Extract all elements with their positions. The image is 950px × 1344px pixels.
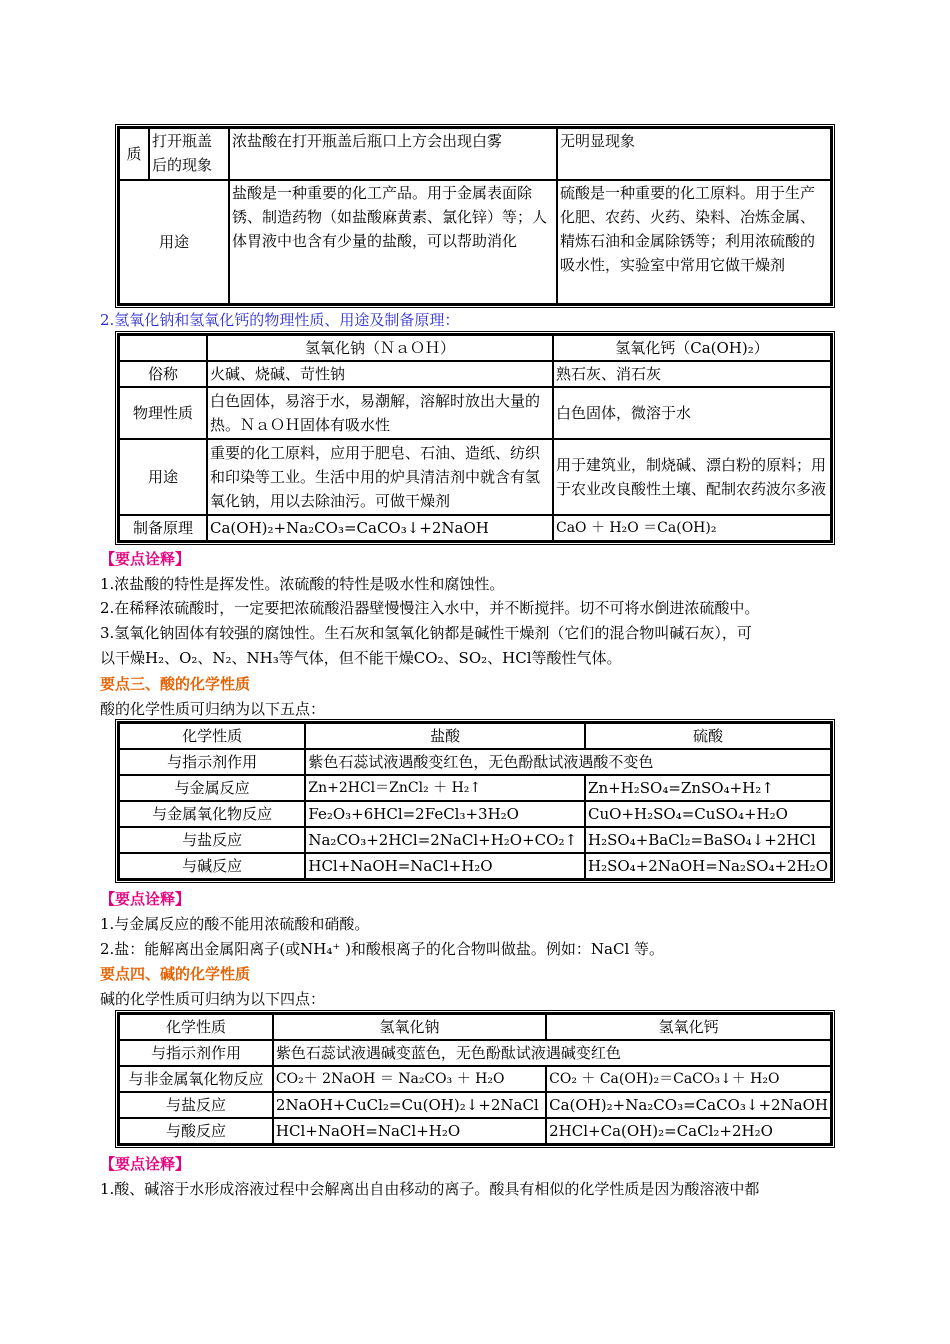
table3-cell: HCl+NaOH=NaCl+H₂O	[305, 853, 585, 879]
acid-chemical-properties-table	[117, 721, 833, 881]
table1-cell: 打开瓶盖后的现象	[149, 128, 229, 180]
table3-cell: H₂SO₄+BaCl₂=BaSO₄↓+2HCl	[585, 827, 831, 853]
note-line: 2.盐：能解离出金属阳离子(或NH₄⁺ )和酸根离子的化合物叫做盐。例如：NaCl 等。	[100, 940, 665, 958]
table4-cell: 紫色石蕊试液遇碱变蓝色，无色酚酞试液遇碱变红色	[273, 1040, 831, 1066]
note-line: 1.酸、碱溶于水形成溶液过程中会解离出自由移动的离子。酸具有相似的化学性质是因为酸溶液中都	[100, 1180, 760, 1198]
table1-cell: 硫酸是一种重要的化工原料。用于生产化肥、农药、火药、染料、冶炼金属、精炼石油和金属除锈等；利用浓硫酸的吸水性，实验室中常用它做干燥剂	[557, 180, 831, 304]
table2-cell: 用于建筑业，制烧碱、漂白粉的原料；用于农业改良酸性土壤、配制农药波尔多液	[553, 439, 831, 515]
table4-cell: 与指示剂作用	[119, 1040, 273, 1066]
table3-header-cell: 盐酸	[305, 723, 585, 749]
table4-cell: 与非金属氧化物反应	[119, 1066, 273, 1092]
acid-properties-table-continued	[117, 126, 833, 306]
table3-cell: 与金属反应	[119, 775, 305, 801]
table2-cell: CaO ＋ H₂O ＝Ca(OH)₂	[553, 515, 831, 541]
table2-header-cell: 氢氧化钙（Ca(OH)₂）	[553, 335, 831, 361]
table3-cell: Fe₂O₃+6HCl=2FeCl₃+3H₂O	[305, 801, 585, 827]
table2-header-cell: 氢氧化钠（ＮａＯＨ）	[207, 335, 553, 361]
table2-cell: 火碱、烧碱、苛性钠	[207, 361, 553, 387]
note-line: 以干燥H₂、O₂、N₂、NH₃等气体，但不能干燥CO₂、SO₂、HCl等酸性气体。	[100, 649, 622, 667]
table3-cell: 与金属氧化物反应	[119, 801, 305, 827]
table1-cell: 质	[119, 128, 149, 180]
section-title: 要点四、碱的化学性质	[100, 965, 251, 983]
table3-header-cell: 化学性质	[119, 723, 305, 749]
table4-cell: HCl+NaOH=NaCl+H₂O	[273, 1118, 546, 1144]
table4-cell: 与盐反应	[119, 1092, 273, 1118]
table2-cell: 白色固体，易溶于水，易潮解，溶解时放出大量的热。ＮａＯＨ固体有吸水性	[207, 387, 553, 439]
table4-cell: 与酸反应	[119, 1118, 273, 1144]
table1-cell: 盐酸是一种重要的化工产品。用于金属表面除锈、制造药物（如盐酸麻黄素、氯化锌）等；人体胃液中也含有少量的盐酸，可以帮助消化	[229, 180, 557, 304]
table3-cell: CuO+H₂SO₄=CuSO₄+H₂O	[585, 801, 831, 827]
table4-header-cell: 氢氧化钙	[546, 1014, 831, 1040]
table2-cell: 物理性质	[119, 387, 207, 439]
table1-cell: 无明显现象	[557, 128, 831, 180]
table3-header-cell: 硫酸	[585, 723, 831, 749]
table2-cell: 重要的化工原料，应用于肥皂、石油、造纸、纺织和印染等工业。生活中用的炉具清洁剂中就含有氢氧化钠，用以去除油污。可做干燥剂	[207, 439, 553, 515]
note-title: 【要点诠释】	[100, 550, 191, 568]
table2-cell: 俗称	[119, 361, 207, 387]
table3-cell: 与指示剂作用	[119, 749, 305, 775]
note-line: 1.与金属反应的酸不能用浓硫酸和硝酸。	[100, 915, 370, 933]
table4-cell: Ca(OH)₂+Na₂CO₃=CaCO₃↓+2NaOH	[546, 1092, 831, 1118]
table3-cell: H₂SO₄+2NaOH=Na₂SO₄+2H₂O	[585, 853, 831, 879]
table4-cell: CO₂＋ 2NaOH ＝ Na₂CO₃ ＋ H₂O	[273, 1066, 546, 1092]
note-line: 1.浓盐酸的特性是挥发性。浓硫酸的特性是吸水性和腐蚀性。	[100, 575, 505, 593]
table4-cell: CO₂ ＋ Ca(OH)₂＝CaCO₃↓＋ H₂O	[546, 1066, 831, 1092]
table2-cell: Ca(OH)₂+Na₂CO₃=CaCO₃↓+2NaOH	[207, 515, 553, 541]
table2-cell: 制备原理	[119, 515, 207, 541]
table4-header-cell: 化学性质	[119, 1014, 273, 1040]
section-intro: 酸的化学性质可归纳为以下五点：	[100, 700, 326, 718]
table2-cell: 白色固体，微溶于水	[553, 387, 831, 439]
base-chemical-properties-table	[117, 1012, 833, 1146]
section-intro: 碱的化学性质可归纳为以下四点：	[100, 990, 326, 1008]
table4-cell: 2HCl+Ca(OH)₂=CaCl₂+2H₂O	[546, 1118, 831, 1144]
table1-cell: 用途	[119, 180, 229, 304]
table2-cell: 用途	[119, 439, 207, 515]
section-title: 要点三、酸的化学性质	[100, 675, 251, 693]
note-title: 【要点诠释】	[100, 1155, 191, 1173]
table3-cell: Na₂CO₃+2HCl=2NaCl+H₂O+CO₂↑	[305, 827, 585, 853]
table2-cell: 熟石灰、消石灰	[553, 361, 831, 387]
table3-cell: Zn+2HCl＝ZnCl₂ ＋ H₂↑	[305, 775, 585, 801]
section-heading-2: 2.氢氧化钠和氢氧化钙的物理性质、用途及制备原理：	[100, 311, 460, 329]
table3-cell: 紫色石蕊试液遇酸变红色，无色酚酞试液遇酸不变色	[305, 749, 831, 775]
table1-cell: 浓盐酸在打开瓶盖后瓶口上方会出现白雾	[229, 128, 557, 180]
table3-cell: 与碱反应	[119, 853, 305, 879]
table2-header-cell	[119, 335, 207, 361]
hydroxide-properties-table	[117, 333, 833, 543]
table4-cell: 2NaOH+CuCl₂=Cu(OH)₂↓+2NaCl	[273, 1092, 546, 1118]
table3-cell: 与盐反应	[119, 827, 305, 853]
table3-cell: Zn+H₂SO₄=ZnSO₄+H₂↑	[585, 775, 831, 801]
note-title: 【要点诠释】	[100, 890, 191, 908]
note-line: 2.在稀释浓硫酸时，一定要把浓硫酸沿器壁慢慢注入水中，并不断搅拌。切不可将水倒进浓硫酸中。	[100, 599, 760, 617]
note-line: 3.氢氧化钠固体有较强的腐蚀性。生石灰和氢氧化钠都是碱性干燥剂（它们的混合物叫碱石灰），可	[100, 624, 752, 642]
table4-header-cell: 氢氧化钠	[273, 1014, 546, 1040]
